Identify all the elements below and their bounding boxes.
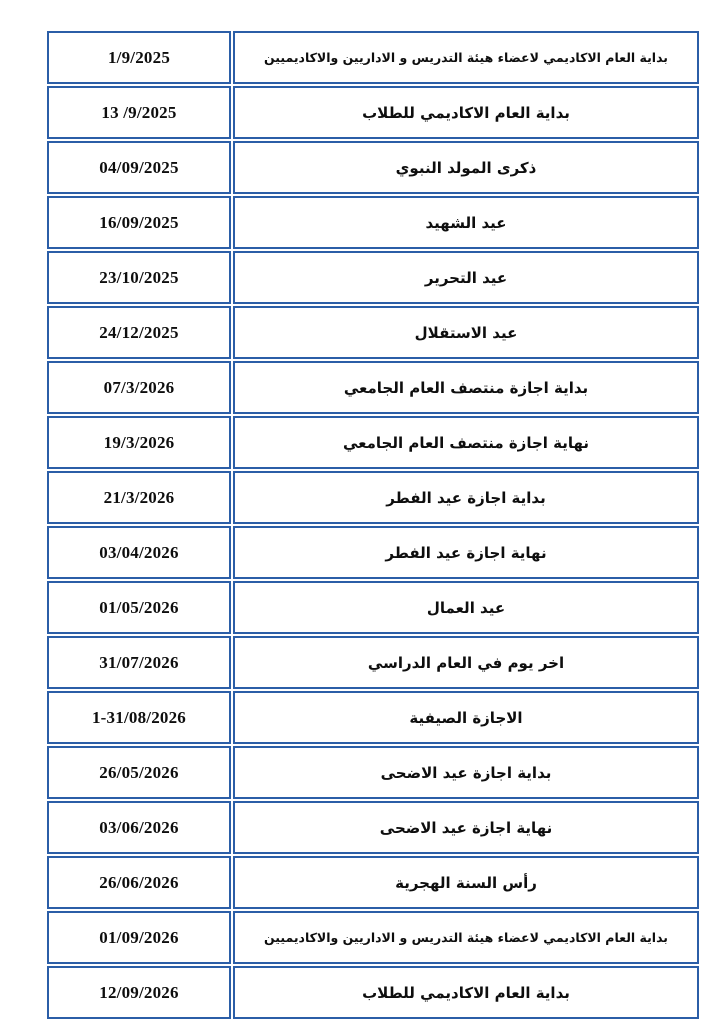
event-name: نهاية اجازة عيد الاضحى (233, 801, 699, 854)
event-date: 19/3/2026 (47, 416, 231, 469)
table-row (47, 86, 699, 139)
event-date: 03/04/2026 (47, 526, 231, 579)
event-name: بداية اجازة منتصف العام الجامعي (233, 361, 699, 414)
event-date: 03/06/2026 (47, 801, 231, 854)
event-name: نهاية اجازة منتصف العام الجامعي (233, 416, 699, 469)
event-name: بداية العام الاكاديمي للطلاب (233, 966, 699, 1019)
event-date: 07/3/2026 (47, 361, 231, 414)
event-date: 26/06/2026 (47, 856, 231, 909)
table-row (47, 251, 699, 304)
event-name: بداية اجازة عيد الفطر (233, 471, 699, 524)
table-row (47, 856, 699, 909)
event-date: 26/05/2026 (47, 746, 231, 799)
event-date: 12/09/2026 (47, 966, 231, 1019)
table-row (47, 636, 699, 689)
event-date: 23/10/2025 (47, 251, 231, 304)
event-name: بداية العام الاكاديمي لاعضاء هيئة التدريس و الاداريين والاكاديميين (233, 31, 699, 84)
table-row (47, 141, 699, 194)
event-date: 31/07/2026 (47, 636, 231, 689)
table-row (47, 911, 699, 964)
table-row (47, 31, 699, 84)
event-name: عيد العمال (233, 581, 699, 634)
academic-calendar-table (45, 29, 701, 1021)
event-name: بداية العام الاكاديمي لاعضاء هيئة التدريس و الاداريين والاكاديميين (233, 911, 699, 964)
event-name: نهاية اجازة عيد الفطر (233, 526, 699, 579)
table-row (47, 746, 699, 799)
table-row (47, 526, 699, 579)
event-date: 1/9/2025 (47, 31, 231, 84)
event-date: 24/12/2025 (47, 306, 231, 359)
table-row (47, 306, 699, 359)
event-date: 21/3/2026 (47, 471, 231, 524)
event-date: 13 /9/2025 (47, 86, 231, 139)
event-date: 04/09/2025 (47, 141, 231, 194)
event-name: بداية العام الاكاديمي للطلاب (233, 86, 699, 139)
event-date: 01/05/2026 (47, 581, 231, 634)
table-row (47, 691, 699, 744)
event-name: بداية اجازة عيد الاضحى (233, 746, 699, 799)
event-name: الاجازة الصيفية (233, 691, 699, 744)
event-name: اخر يوم في العام الدراسي (233, 636, 699, 689)
table-row (47, 361, 699, 414)
table-row (47, 966, 699, 1019)
event-name: عيد الشهيد (233, 196, 699, 249)
event-name: ذكرى المولد النبوي (233, 141, 699, 194)
event-name: عيد التحرير (233, 251, 699, 304)
event-date: 01/09/2026 (47, 911, 231, 964)
event-date: 16/09/2025 (47, 196, 231, 249)
event-name: رأس السنة الهجرية (233, 856, 699, 909)
event-name: عيد الاستقلال (233, 306, 699, 359)
table-row (47, 801, 699, 854)
table-row (47, 581, 699, 634)
table-row (47, 416, 699, 469)
event-date: 1-31/08/2026 (47, 691, 231, 744)
table-row (47, 196, 699, 249)
table-row (47, 471, 699, 524)
